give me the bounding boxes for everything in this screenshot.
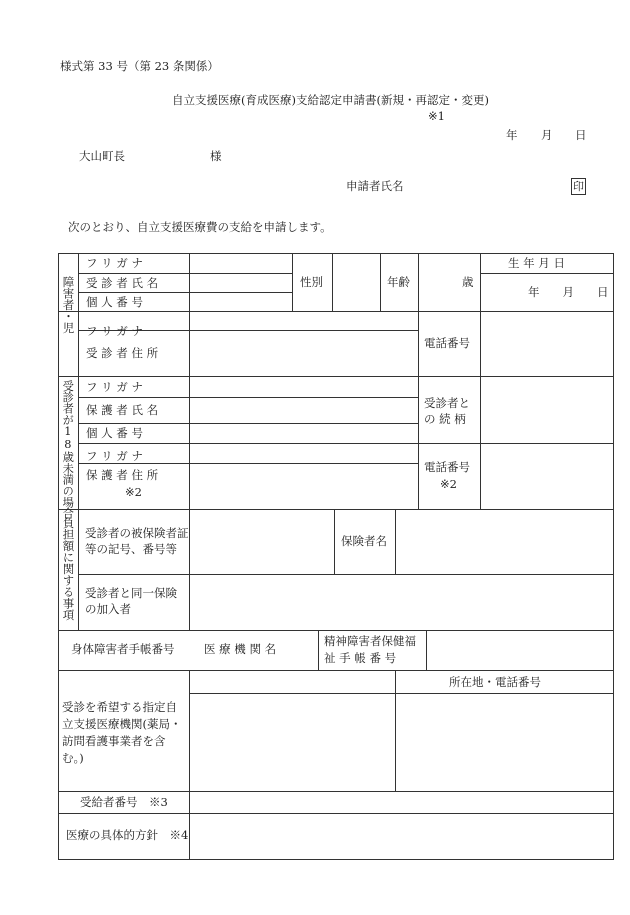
burden-section-label: 負担額に関する事項	[61, 517, 76, 621]
designated-institution-label: 訪問看護事業者を含	[62, 734, 166, 748]
row-divider	[78, 292, 292, 293]
birth-date-ymd: 年 月 日	[528, 285, 609, 299]
col-divider	[480, 376, 481, 510]
col-divider	[189, 670, 190, 860]
same-insurance-label: の加入者	[85, 602, 131, 616]
row-divider	[78, 463, 418, 464]
disability-handbook-label: 身体障害者手帳番号	[71, 642, 175, 656]
title-note: ※1	[428, 109, 445, 123]
birth-date-label: 生 年 月 日	[508, 256, 565, 270]
col-divider	[332, 253, 333, 312]
col-divider	[418, 253, 419, 312]
col-divider	[426, 630, 427, 671]
guardian-address-note: ※2	[125, 485, 142, 499]
row-divider	[58, 791, 614, 792]
intro-text: 次のとおり、自立支援医療費の支給を申請します。	[68, 220, 332, 234]
designated-institution-label: 立支援医療機関(薬局・	[62, 717, 182, 731]
seal-mark: 印	[573, 180, 584, 193]
relation-label: の 続 柄	[424, 412, 466, 426]
row-divider	[78, 574, 614, 575]
medical-institution-label: 医 療 機 関 名	[204, 642, 277, 656]
age-label: 年齢	[387, 275, 410, 289]
col-divider	[292, 253, 293, 312]
sex-label: 性別	[300, 275, 323, 289]
col-divider	[395, 509, 396, 575]
recipient-number-label: 受給者番号 ※3	[80, 795, 168, 809]
guardian-address-furigana-label: フ リ ガ ナ	[86, 449, 143, 463]
form-title: 自立支援医療(育成医療)支給認定申請書(新規・再認定・変更)	[172, 93, 489, 107]
col-divider	[480, 253, 481, 312]
col-divider	[334, 509, 335, 575]
mental-handbook-label: 祉 手 帳 番 号	[324, 651, 397, 665]
guardian-phone-note: ※2	[440, 477, 457, 491]
patient-id-label: 個 人 番 号	[86, 295, 143, 309]
row-divider	[78, 397, 418, 398]
guardian-section-label: 受診者が18歳未満の場合	[61, 380, 75, 519]
row-divider	[58, 670, 614, 671]
date-day: 日	[575, 128, 587, 142]
row-divider	[58, 630, 614, 631]
row-divider	[58, 311, 614, 312]
relation-label: 受診者と	[424, 396, 470, 410]
insurance-card-label: 等の記号、番号等	[85, 542, 177, 556]
patient-address-furigana-label: フ リ ガ ナ	[86, 324, 143, 338]
guardian-phone-label: 電話番号	[424, 460, 470, 474]
applicant-label: 申請者氏名	[346, 179, 404, 193]
designated-institution-label: 受診を希望する指定自	[62, 700, 177, 714]
patient-phone-label: 電話番号	[424, 336, 470, 350]
guardian-furigana-label: フ リ ガ ナ	[86, 380, 143, 394]
guardian-id-label: 個 人 番 号	[86, 426, 143, 440]
guardian-address-label: 保 護 者 住 所	[86, 468, 159, 482]
guardian-name-label: 保 護 者 氏 名	[86, 403, 159, 417]
row-divider	[78, 273, 292, 274]
row-divider	[78, 423, 418, 424]
patient-address-label: 受 診 者 住 所	[86, 346, 159, 360]
recipient-honorific: 様	[210, 149, 222, 163]
recipient-name: 大山町長	[79, 149, 125, 163]
treatment-plan-label: 医療の具体的方針 ※4	[66, 828, 189, 842]
row-divider	[58, 376, 614, 377]
insurer-label: 保険者名	[341, 534, 387, 548]
designated-institution-label: む。)	[62, 751, 84, 765]
row-divider	[58, 813, 614, 814]
row-divider	[480, 273, 614, 274]
table-border-left	[58, 253, 59, 860]
col-divider	[418, 376, 419, 510]
patient-furigana-label: フ リ ガ ナ	[86, 256, 143, 270]
same-insurance-label: 受診者と同一保険	[85, 586, 177, 600]
date-month: 月	[541, 128, 553, 142]
table-border-top	[58, 253, 614, 254]
mental-handbook-label: 精神障害者保健福	[324, 634, 416, 648]
date-year: 年	[506, 128, 518, 142]
row-divider	[189, 693, 614, 694]
insurance-card-label: 受診者の被保険者証	[85, 526, 189, 540]
row-divider	[58, 509, 614, 510]
col-divider	[418, 311, 419, 377]
row-divider	[78, 443, 614, 444]
age-unit: 歳	[462, 275, 474, 289]
form-number: 様式第 33 号（第 23 条関係）	[60, 59, 219, 73]
col-divider	[380, 253, 381, 312]
location-phone-label: 所在地・電話番号	[449, 675, 541, 689]
col-divider	[318, 630, 319, 671]
table-border-bottom	[58, 859, 614, 860]
col-divider	[480, 311, 481, 377]
patient-name-label: 受 診 者 氏 名	[86, 276, 159, 290]
col-divider	[395, 670, 396, 792]
patient-section-label: 障害者・児	[61, 276, 76, 334]
table-border-right	[613, 253, 614, 860]
